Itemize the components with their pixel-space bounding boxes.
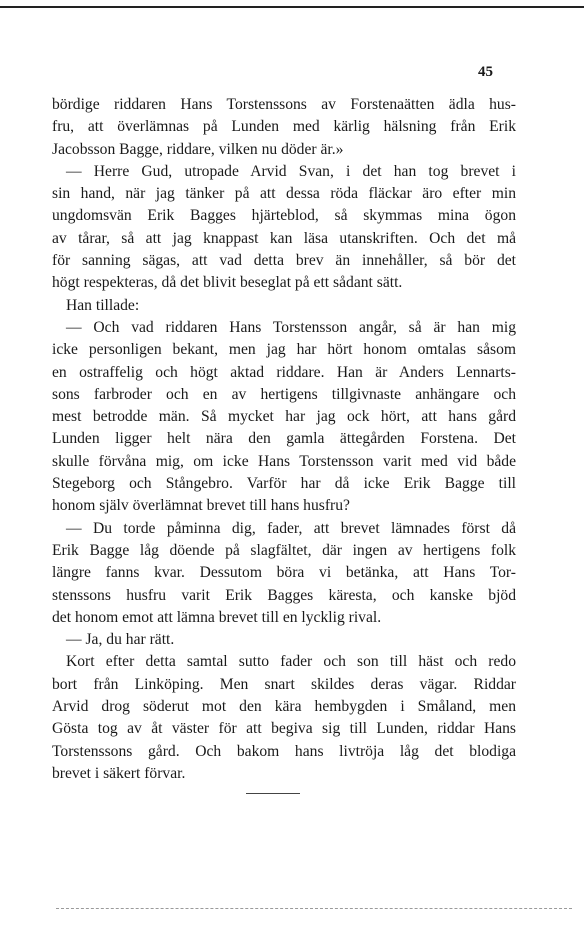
text-line: — Och vad riddaren Hans Torstensson angår, så är han mig	[66, 318, 516, 336]
top-rule	[0, 6, 584, 8]
text-line: skulle förvåna mig, om icke Hans Torstensson varit med vid både	[52, 452, 516, 470]
text-line: mest betrodde män. Så mycket har jag ock hört, att hans gård	[52, 408, 516, 426]
text-line: — Herre Gud, utropade Arvid Svan, i det han tog brevet i	[66, 162, 516, 180]
text-line: sons farbroder och en av hertigens tillgivnaste anhängare och	[52, 385, 516, 403]
text-line: sin hand, när jag tänker på att dessa röda fläckar äro efter min	[52, 185, 516, 203]
text-line: bördige riddaren Hans Torstenssons av Forstenaätten ädla hus-	[52, 96, 516, 113]
text-line: en ostraffelig och högt aktad riddare. Han är Anders Lennarts-	[52, 363, 516, 381]
text-line: av tårar, så att jag knappast kan läsa utanskriften. Och det må	[52, 229, 516, 247]
section-end-rule	[246, 793, 300, 794]
text-line: Erik Bagge låg döende på slagfältet, där ingen av hertigens folk	[52, 541, 516, 559]
text-line: stenssons husfru varit Erik Bagges käresta, och kanske bjöd	[52, 586, 516, 604]
text-line: Han tillade:	[66, 296, 140, 314]
text-line: Jacobsson Bagge, riddare, vilken nu döder är.»	[52, 140, 344, 158]
text-line: Gösta tog av åt väster för att begiva sig till Lunden, riddar Hans	[52, 720, 516, 738]
text-line: för sanning sägas, att vad detta brev än innehåller, så bör det	[52, 252, 516, 270]
text-line: Torstenssons gård. Och bakom hans livtröja låg det blodiga	[52, 742, 516, 760]
text-line: högt respekteras, då det blivit beseglat på ett sådant sätt.	[52, 274, 403, 292]
text-line: Kort efter detta samtal sutto fader och son till häst och redo	[66, 653, 516, 671]
text-line: — Du torde påminna dig, fader, att brevet lämnades först då	[66, 519, 516, 537]
text-line: honom själv överlämnat brevet till hans husfru?	[52, 497, 350, 515]
text-line: icke personligen bekant, men jag har hört honom omtalas såsom	[52, 341, 516, 359]
text-line: Arvid drog söderut mot den kära hembygden i Småland, men	[52, 698, 516, 716]
text-line: fru, att överlämnas på Lunden med kärlig hälsning från Erik	[52, 118, 516, 136]
text-line: bort från Linköping. Men snart skildes deras vägar. Riddar	[52, 675, 516, 693]
text-line: brevet i säkert förvar.	[52, 764, 186, 782]
bottom-rule	[56, 908, 572, 909]
text-line: det honom emot att lämna brevet till en lycklig rival.	[52, 608, 382, 626]
text-line: ungdomsvän Erik Bagges hjärteblod, så skymmas mina ögon	[52, 207, 516, 225]
text-line: Lunden ligger helt nära den gamla ättegården Forstena. Det	[52, 430, 516, 448]
page-number: 45	[478, 64, 493, 80]
text-line: Stegeborg och Stångebro. Varför har då icke Erik Bagge till	[52, 475, 516, 493]
body-text	[52, 94, 516, 785]
text-line: — Ja, du har rätt.	[66, 631, 175, 649]
text-line: längre fanns kvar. Dessutom böra vi betänka, att Hans Tor-	[52, 564, 516, 582]
